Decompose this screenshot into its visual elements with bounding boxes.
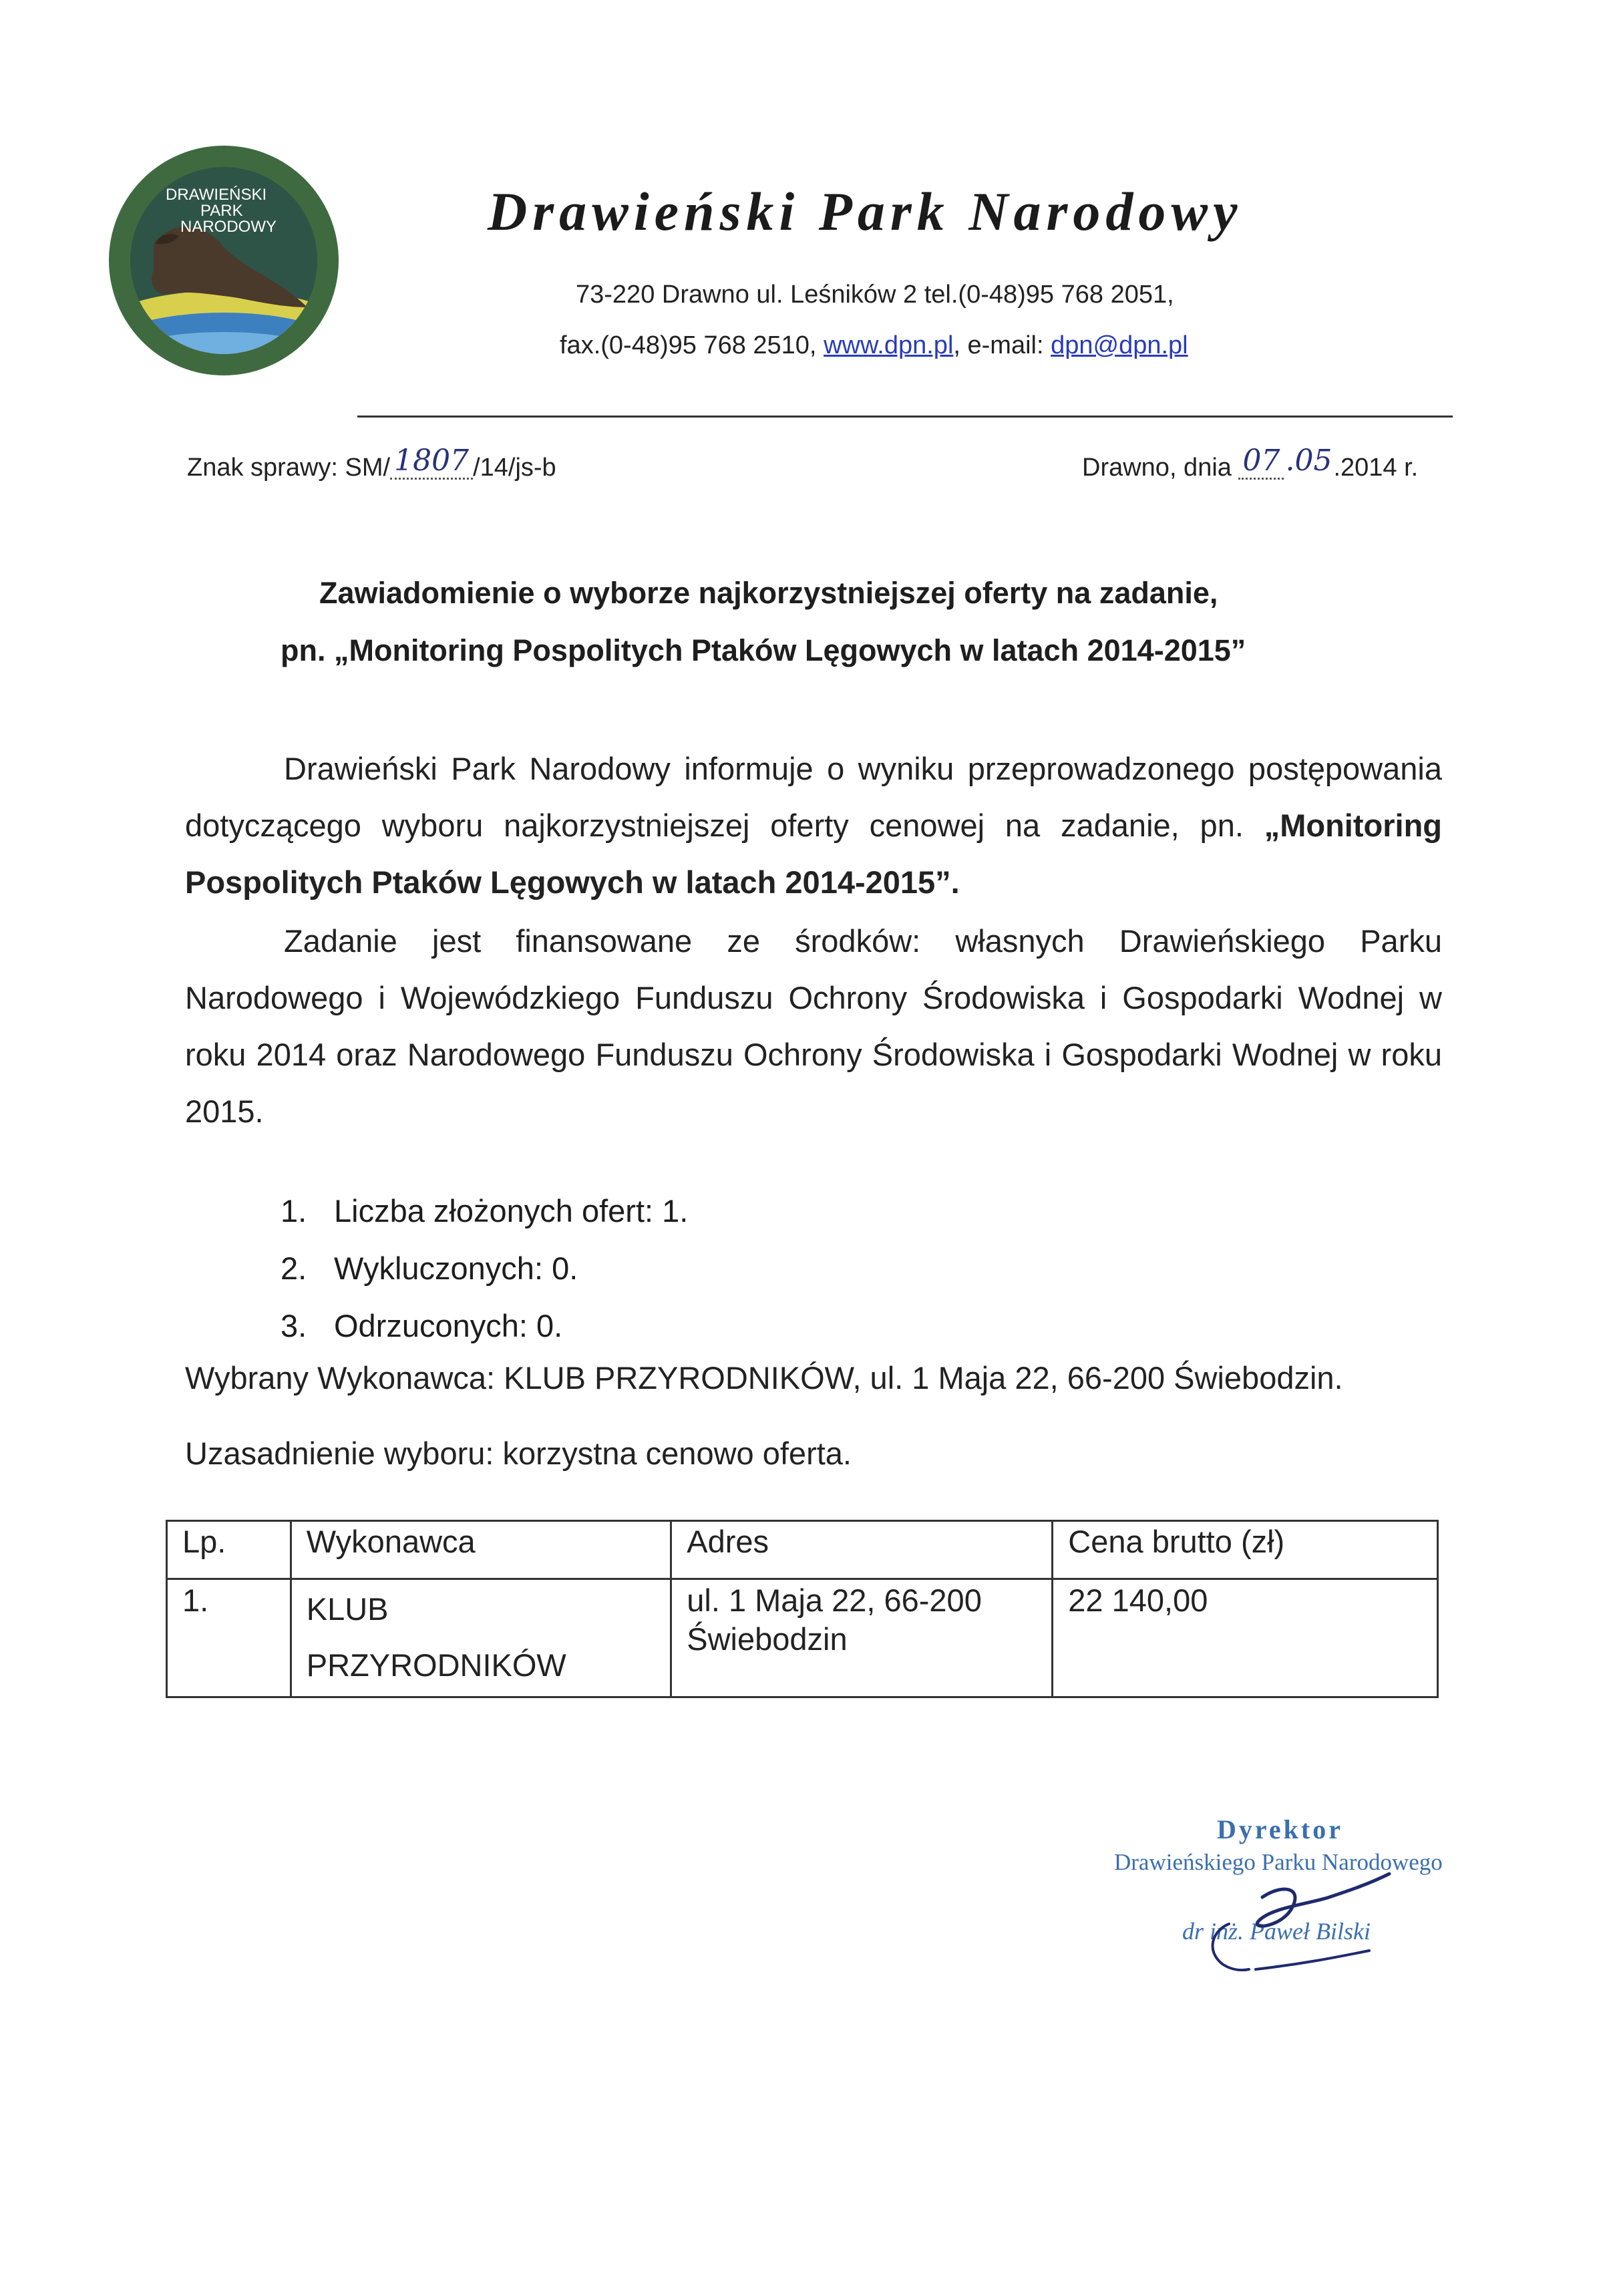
column-header-contractor: Wykonawca [291, 1521, 671, 1579]
date-prefix: Drawno, dnia [1082, 454, 1239, 482]
selected-contractor: Wybrany Wykonawca: KLUB PRZYRODNIKÓW, ul. 1 Maja 22, 66-200 Świebodzin. [185, 1360, 1343, 1396]
signature-name: dr inż. Paweł Bilski [1182, 1918, 1371, 1945]
case-number-handwritten: 1807 [390, 444, 473, 480]
column-header-address: Adres [671, 1521, 1053, 1579]
case-suffix: /14/js-b [473, 454, 556, 482]
paragraph-financing-text: Zadanie jest finansowane ze środków: własnych Drawieńskiego Parku Narodowego i Wojewódzkiego Funduszu Ochrony Środowiska i Gospodarki Wodnej w roku 2014 oraz Narodowego Funduszu Ochrony Środowiska i Gospodarki Wodnej w roku 2015. [185, 923, 1442, 1129]
table-header-row [167, 1521, 1438, 1579]
cell-price: 22 140,00 [1053, 1579, 1438, 1697]
logo-text-line1: DRAWIEŃSKI [166, 186, 267, 204]
paragraph-financing [185, 913, 1442, 1140]
selection-justification: Uzasadnienie wyboru: korzystna cenowo oferta. [185, 1436, 852, 1471]
address-line: 73-220 Drawno ul. Leśników 2 tel.(0-48)95 768 2051, [576, 281, 1174, 309]
column-header-price: Cena brutto (zł) [1053, 1521, 1438, 1579]
results-list [281, 1182, 688, 1355]
list-item-number: 2. [281, 1251, 307, 1286]
list-item [281, 1182, 688, 1240]
header-divider [357, 416, 1453, 418]
list-item-text: Liczba złożonych ofert: 1. [334, 1193, 689, 1228]
document-title-line2: pn. „Monitoring Pospolitych Ptaków Lęgowych w latach 2014-2015” [281, 633, 1246, 667]
list-item [281, 1240, 688, 1297]
month-handwritten: .05 [1285, 444, 1332, 478]
paragraph-information [185, 740, 1442, 911]
list-item-text: Wykluczonych: 0. [334, 1251, 578, 1286]
fax-text: fax.(0-48)95 768 2510, [560, 331, 824, 359]
document-title-line1: Zawiadomienie o wyborze najkorzystniejszej oferty na zadanie, [319, 576, 1218, 610]
website-link[interactable]: www.dpn.pl [824, 331, 954, 359]
offers-table [166, 1520, 1439, 1698]
list-item-number: 1. [281, 1193, 307, 1228]
logo-text-line3: NARODOWY [180, 218, 277, 236]
signature-organization: Drawieńskiego Parku Narodowego [1114, 1849, 1443, 1875]
cell-address: ul. 1 Maja 22, 66-200 Świebodzin [671, 1579, 1053, 1697]
park-logo [107, 137, 341, 384]
case-prefix: Znak sprawy: SM/ [187, 454, 391, 482]
email-label: , e-mail: [953, 331, 1051, 359]
signature-title: Dyrektor [1217, 1814, 1343, 1844]
day-handwritten: 07 [1238, 444, 1284, 480]
table-row [167, 1579, 1438, 1697]
logo-text-line2: PARK [200, 202, 243, 220]
organization-name: Drawieński Park Narodowy [488, 181, 1243, 242]
cell-contractor: KLUB PRZYRODNIKÓW [291, 1579, 671, 1697]
date-suffix: .2014 r. [1333, 454, 1419, 482]
list-item-number: 3. [281, 1308, 307, 1343]
list-item-text: Odrzuconych: 0. [334, 1308, 563, 1343]
column-header-lp: Lp. [167, 1521, 291, 1579]
list-item [281, 1297, 688, 1355]
document-date [1082, 444, 1419, 485]
handwritten-signature [1149, 1857, 1496, 1991]
email-link[interactable]: dpn@dpn.pl [1051, 331, 1188, 359]
cell-lp: 1. [167, 1579, 291, 1697]
contact-line [560, 331, 1188, 360]
task-name-bold: „Monitoring Pospolitych Ptaków Lęgowych w latach 2014-2015”. [185, 808, 1442, 900]
paragraph-information-text: Drawieński Park Narodowy informuje o wyniku przeprowadzonego postępowania dotyczącego wyboru najkorzystniejszej oferty cenowej na zadanie, pn. [185, 751, 1442, 843]
case-reference [187, 444, 556, 485]
